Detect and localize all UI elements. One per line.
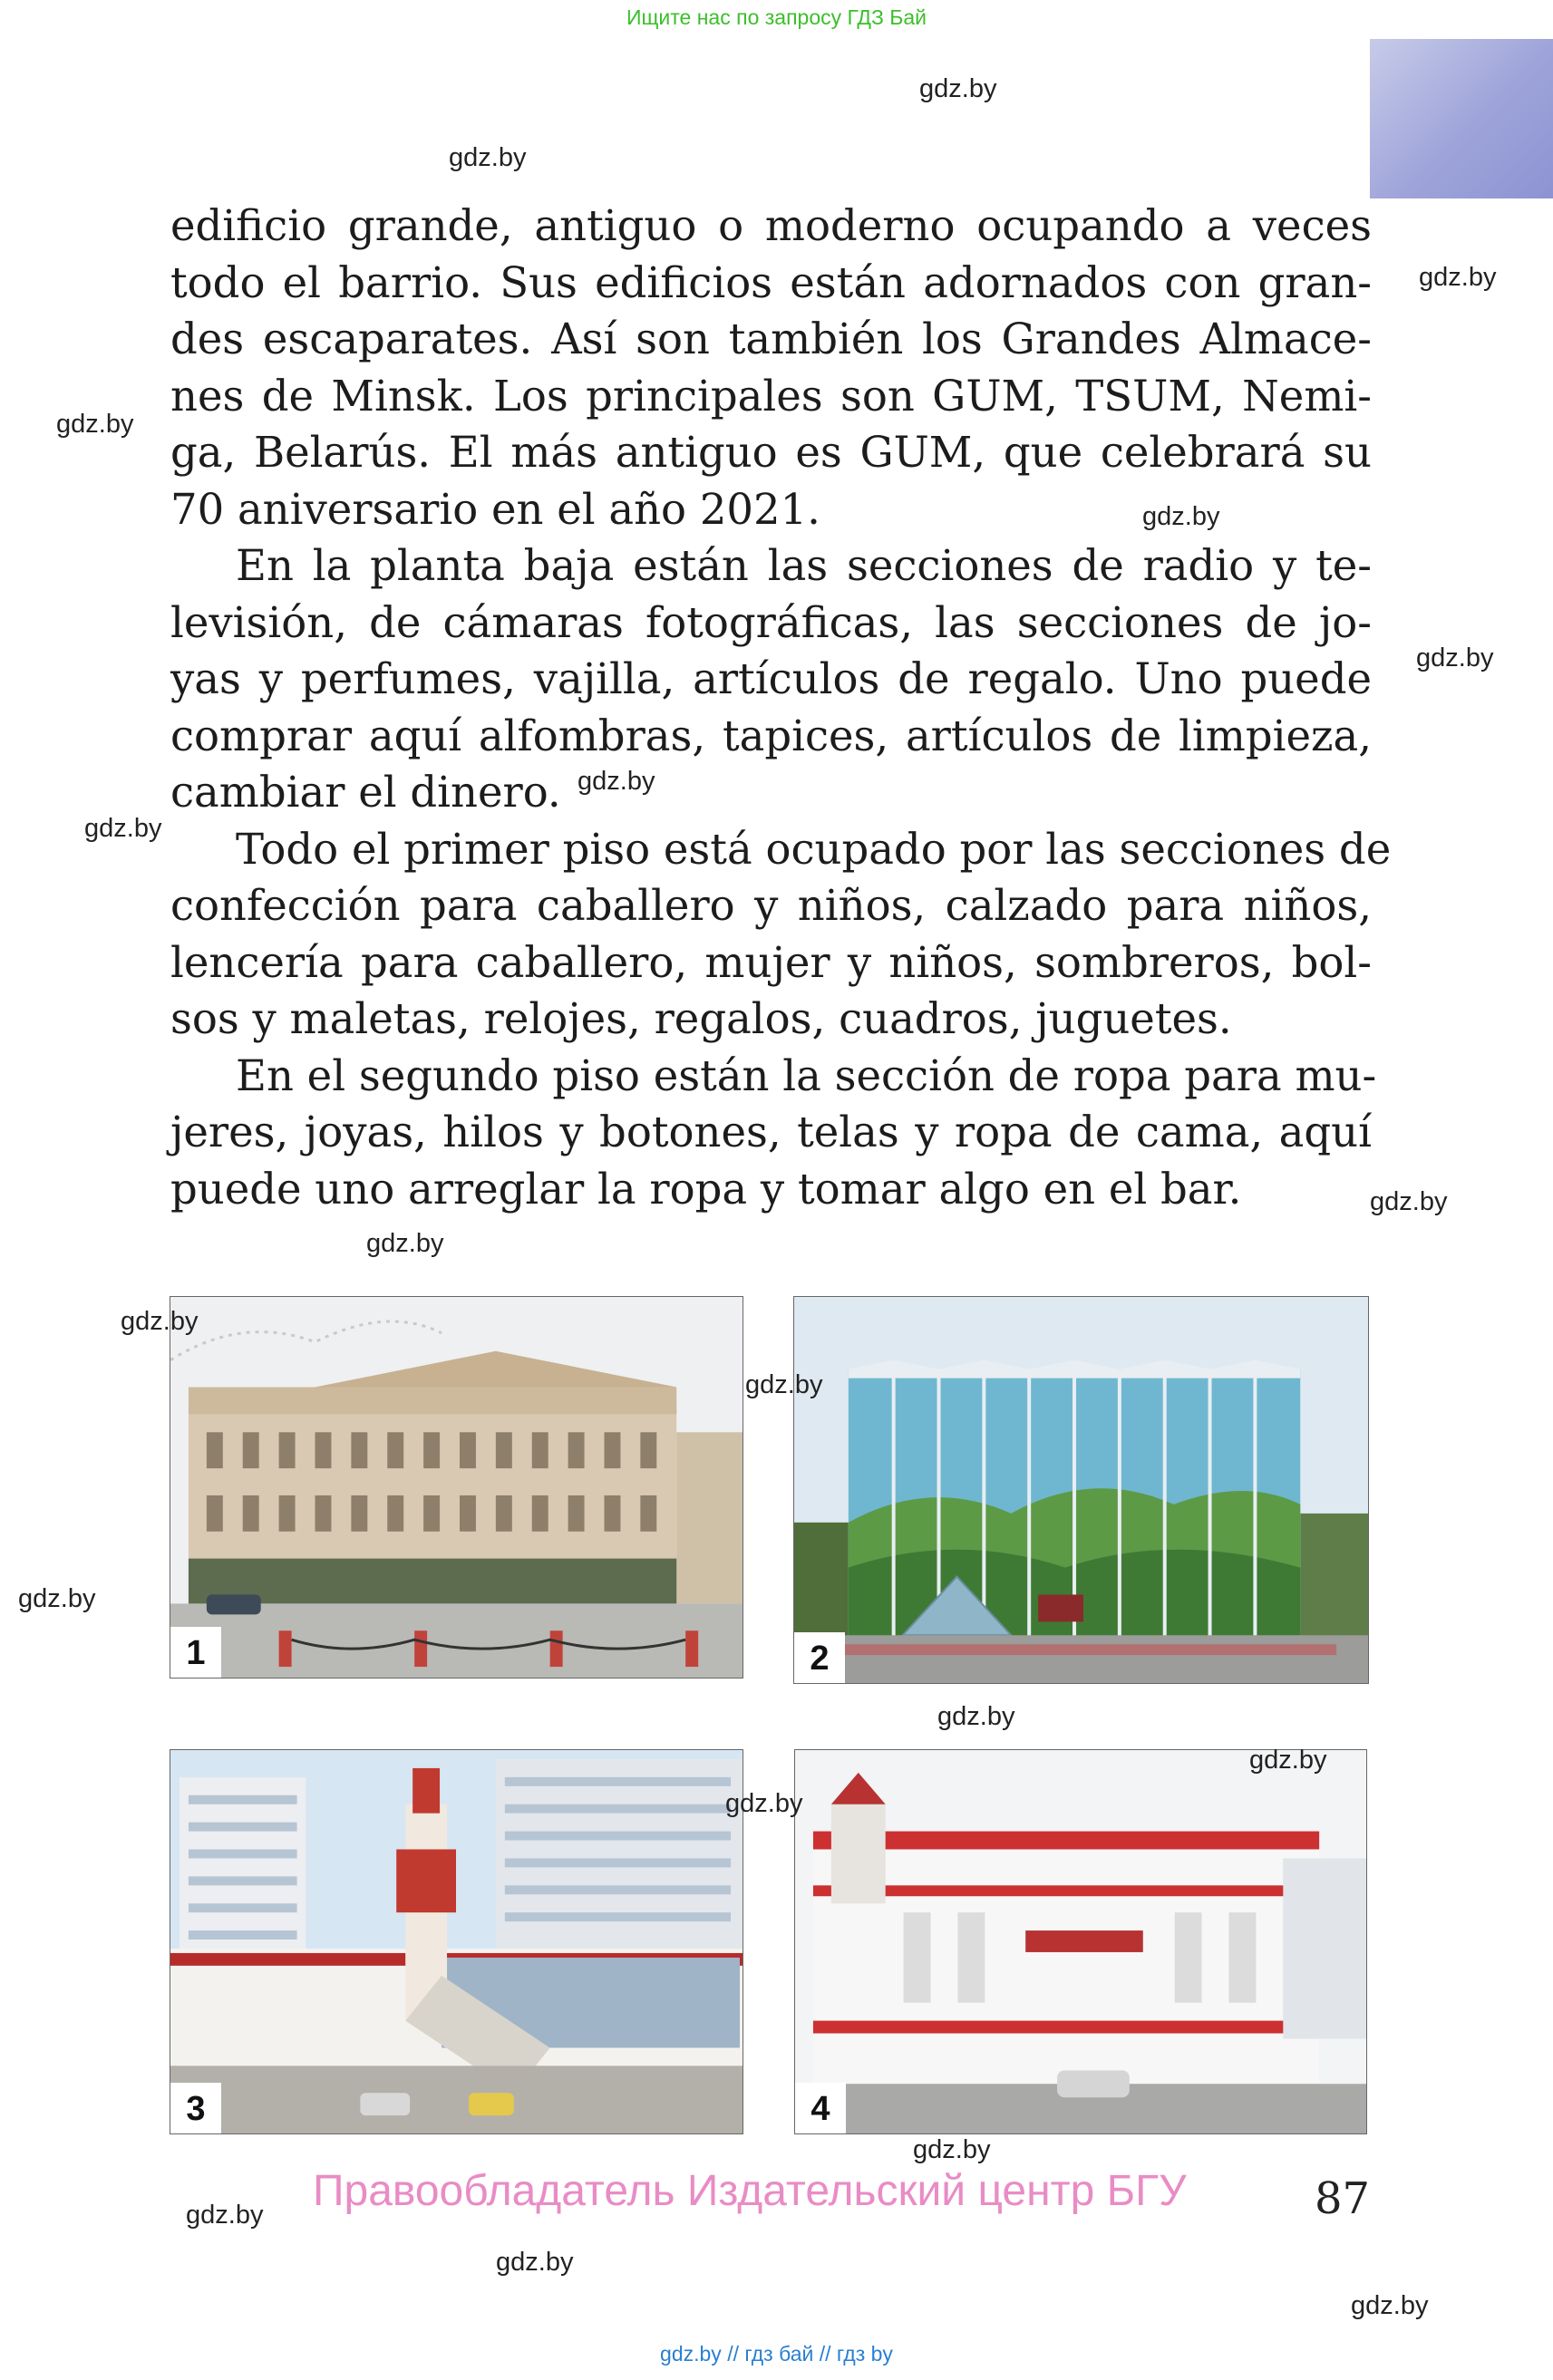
watermark: gdz.by	[84, 814, 162, 843]
photo-gum	[170, 1296, 743, 1679]
text-line: nes de Minsk. Los principales son GUM, TSUM, Nemi-	[170, 371, 1372, 421]
corner-decoration	[1370, 39, 1553, 198]
watermark: gdz.by	[937, 1702, 1015, 1731]
text-line: des escaparates. Así son también los Grandes Almace-	[170, 314, 1372, 363]
rights-holder-notice: Правообладатель Издательский центр БГУ	[313, 2167, 1187, 2215]
text-line: 70 aniversario en el año 2021.	[170, 484, 820, 534]
text-line: comprar aquí alfombras, tapices, artículos de limpieza,	[170, 711, 1372, 760]
building-illustration	[170, 1750, 743, 2133]
article-text	[170, 198, 1392, 1217]
page-number: 87	[1315, 2173, 1371, 2224]
text-line: lencería para caballero, mujer y niños, sombreros, bol-	[170, 937, 1372, 987]
watermark: gdz.by	[18, 1584, 96, 1613]
text-line: puede uno arreglar la ropa y tomar algo en el bar.	[170, 1164, 1242, 1214]
watermark: gdz.by	[496, 2248, 574, 2277]
paragraph-first-line	[170, 537, 1372, 595]
watermark: gdz.by	[186, 2201, 264, 2230]
watermark: gdz.by	[919, 74, 997, 103]
text-line: cambiar el dinero.	[170, 768, 561, 817]
text-line: ga, Belarús. El más antiguo es GUM, que celebrará su	[170, 428, 1372, 477]
bottom-links[interactable]: gdz.by // гдз бай // гдз by	[660, 2342, 893, 2365]
paragraph-first-line	[170, 1048, 1377, 1105]
watermark: gdz.by	[366, 1229, 444, 1258]
top-banner[interactable]: Ищите нас по запросу ГДЗ Бай	[626, 5, 927, 29]
photo-number: 3	[170, 2083, 221, 2133]
photo-tsum	[793, 1296, 1369, 1684]
watermark: gdz.by	[725, 1789, 803, 1818]
photo-nemiga	[170, 1749, 743, 2134]
text-line: todo el barrio. Sus edificios están adornados con gran-	[170, 257, 1372, 307]
building-illustration	[795, 1750, 1366, 2133]
text-line: sos y maletas, relojes, regalos, cuadros, juguetes.	[170, 994, 1232, 1043]
text-line: yas y perfumes, vajilla, artículos de regalo. Uno puede	[170, 654, 1372, 703]
photo-number: 4	[795, 2083, 846, 2133]
text-line: Todo el primer piso está ocupado por las secciones de	[236, 824, 1392, 874]
text-line: En el segundo piso están la sección de ropa para mu-	[236, 1050, 1377, 1100]
photo-number: 1	[170, 1627, 221, 1678]
text-line: confección para caballero y niños, calzado para niños,	[170, 881, 1372, 930]
watermark: gdz.by	[1351, 2291, 1429, 2320]
text-line: levisión, de cámaras fotográficas, las secciones de jo-	[170, 597, 1372, 647]
watermark: gdz.by	[1370, 1187, 1448, 1216]
text-line: jeres, joyas, hilos y botones, telas y ropa de cama, aquí	[170, 1108, 1372, 1156]
text-line: En la planta baja están las secciones de radio y te-	[236, 541, 1372, 590]
watermark: gdz.by	[449, 143, 527, 172]
watermark: gdz.by	[745, 1370, 823, 1399]
paragraph-first-line	[170, 821, 1392, 878]
watermark: gdz.by	[913, 2135, 991, 2164]
building-illustration	[170, 1297, 743, 1678]
watermark: gdz.by	[1249, 1746, 1327, 1775]
photo-number: 2	[794, 1632, 845, 1683]
watermark: gdz.by	[121, 1307, 199, 1336]
watermark: gdz.by	[1416, 643, 1494, 672]
watermark: gdz.by	[56, 410, 134, 439]
photo-belarus	[794, 1749, 1367, 2134]
building-illustration	[794, 1297, 1368, 1683]
watermark: gdz.by	[578, 767, 655, 796]
watermark: gdz.by	[1142, 502, 1220, 531]
watermark: gdz.by	[1419, 263, 1497, 292]
text-line: edificio grande, antiguo o moderno ocupando a veces	[170, 201, 1372, 250]
